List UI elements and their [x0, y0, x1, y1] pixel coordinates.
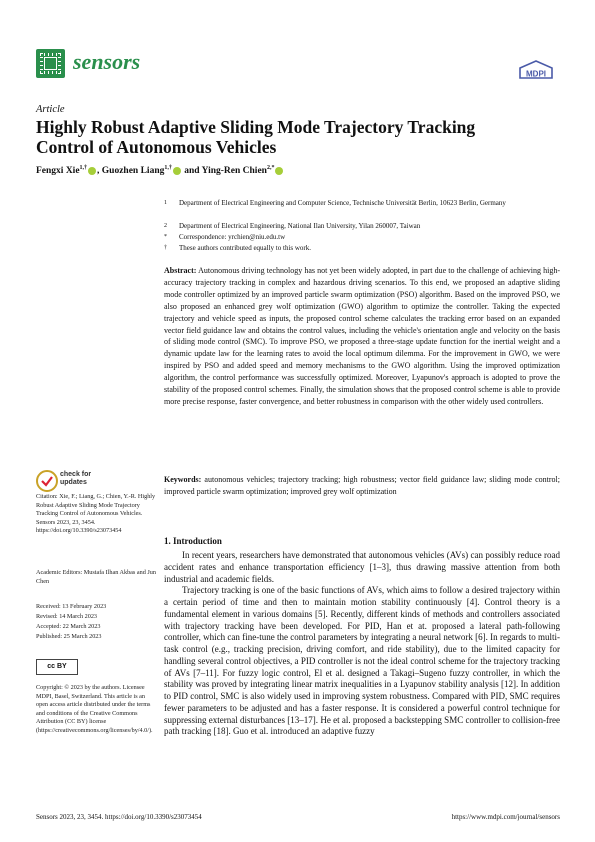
page-footer — [36, 813, 560, 821]
section-heading: 1. Introduction — [164, 536, 222, 546]
academic-editors: Academic Editors: Mustafa Ilhan Akbas and Jun Chen — [36, 569, 156, 585]
check-for-updates-icon[interactable] — [36, 470, 58, 492]
keywords-label: Keywords: — [164, 475, 202, 484]
author-name[interactable]: Guozhen Liang — [101, 166, 165, 177]
svg-text:MDPI: MDPI — [526, 69, 546, 79]
check-for-updates-label[interactable]: check for updates — [60, 471, 92, 486]
keywords — [164, 474, 560, 498]
abstract-text: Autonomous driving technology has not yet been widely adopted, in part due to the challenge of achieving high-accuracy trajectory tracking in complex and hazardous driving scenarios. To this end, we proposed an adaptive sliding mode controller optimized by an improved particle swarm optimization (PSO) algorithm. Based on the improved PSO, we also proposed an enhanced grey wolf optimization (GWO) algorithm to optimize the controller. Taking the expected trajectory and vehicle speed as inputs, the proposed control scheme calculates the tracking error based on an expanded vector field guidance law and obtains the control values, including the vehicle's orientation angle and velocity on the basis of sliding mode control (SMC). To improve PSO, we proposed a three-stage update function for the inertial weight and a dynamic update law for the learning rates to avoid the local optimum dilemma. For the improvement in GWO, we were inspired by PSO and added speed and memory mechanisms to the GWO algorithm. Using the improved optimization algorithm, the control performance was successfully optimized. Moreover, Lyapunov's approach is adopted to prove the stability of the proposed control schemes. Finally, the simulation shows that the proposed control scheme is able to provide more precise response, faster convergence, and better robustness in comparison with the other widely used controllers. — [164, 266, 560, 406]
paragraph: Trajectory tracking is one of the basic functions of AVs, which aims to follow a desired trajectory within a certain period of time and then to maintain motion stability continuously [4]. Control theory is a fundamental element in various domains [5]. Recently, different kinds of methods and controllers associated with trajectory tracking have been developed. For PID, Han et at. proposed a lateral path-following controller, which can fine-tune the control parameters by integrating a neural network [6]. In regards to multi-task control (e.g., tracking precision, driving comfort, and ride stability), due to the limited capacity for handling several control objectives, a PID controller is not the ideal control scheme for the trajectory tracking of AVs [7–11]. For fuzzy logic control, El et al. designed a Takagi–Sugeno fuzzy controller, in which the stability was proved by integrating linear matrix inequalities in a Lyapunov stability analysis [12]. In addition to PID control, SMC is also widely used in improving system robustness. Compared with PID, SMC requires fewer parameters to be adjusted and has a faster response. It is considered a powerful control technique for suppressing external disturbances [13–17]. He et al. proposed a backstepping SMC controller to collision-free path tracking [18]. Guo et al. introduced an adaptive fuzzy — [164, 585, 560, 737]
affiliation: 1 Department of Electrical Engineering and Computer Science, Technische Universität Berlin, 10623 Berlin, Germany — [164, 199, 506, 207]
copyright-notice: Copyright: © 2023 by the authors. Licensee MDPI, Basel, Switzerland. This article is an open access article distributed under the terms and conditions of the Creative Commons Attribution (CC BY) license (https://creativecommons.org/licenses/by/4.0/). — [36, 684, 153, 734]
abstract-label: Abstract: — [164, 266, 197, 275]
received-date: Received: 13 February 2023 — [36, 603, 107, 610]
orcid-icon[interactable] — [275, 167, 283, 175]
author-name[interactable]: Ying-Ren Chien — [201, 166, 267, 177]
paragraph: In recent years, researchers have demonstrated that autonomous vehicles (AVs) can possibly reduce road accident rates and enhance transportation efficiency [1–3], thus drawing massive attention from both industrial and academic fields. — [164, 550, 560, 584]
journal-logo-icon — [36, 49, 65, 78]
mdpi-logo-icon[interactable] — [516, 60, 556, 82]
correspondence: * Correspondence: yrchien@niu.edu.tw — [164, 233, 286, 241]
accepted-date: Accepted: 22 March 2023 — [36, 623, 101, 630]
article-type: Article — [36, 104, 65, 115]
citation: Citation: Xie, F.; Liang, G.; Chien, Y.-R. Highly Robust Adaptive Sliding Mode Trajectory Tracking Control of Autonomous Vehicles. Sensors 2023, 23, 3454. https://doi.org/10.3390/s23073454 — [36, 493, 156, 535]
author-name[interactable]: Fengxi Xie — [36, 166, 80, 177]
introduction-body — [164, 550, 560, 738]
published-date: Published: 25 March 2023 — [36, 633, 102, 640]
revised-date: Revised: 14 March 2023 — [36, 613, 98, 620]
article-title: Highly Robust Adaptive Sliding Mode Trajectory Tracking Control of Autonomous Vehicles — [36, 117, 476, 157]
abstract — [164, 265, 560, 408]
journal-name[interactable]: sensors — [73, 49, 141, 74]
affiliation: 2 Department of Electrical Engineering, National Ilan University, Yilan 260007, Taiwan — [164, 222, 421, 230]
footer-citation[interactable]: Sensors 2023, 23, 3454. https://doi.org/10.3390/s23073454 — [36, 813, 202, 821]
author-list: Fengxi Xie$^{1,\dagger}$ , Guozhen Liang$^{1,\dagger}$ and Ying-Ren Chien$^{2,*}$ — [36, 165, 284, 176]
keywords-text: autonomous vehicles; trajectory tracking; high robustness; vector field guidance law; sliding mode control; improved particle swarm optimization; improved grey wolf optimization — [164, 475, 560, 496]
footer-journal-url[interactable]: https://www.mdpi.com/journal/sensors — [451, 813, 560, 821]
cc-by-license-icon[interactable]: cc BY — [36, 659, 78, 675]
orcid-icon[interactable] — [88, 167, 96, 175]
orcid-icon[interactable] — [173, 167, 181, 175]
equal-contribution-note: † These authors contributed equally to this work. — [164, 244, 311, 252]
